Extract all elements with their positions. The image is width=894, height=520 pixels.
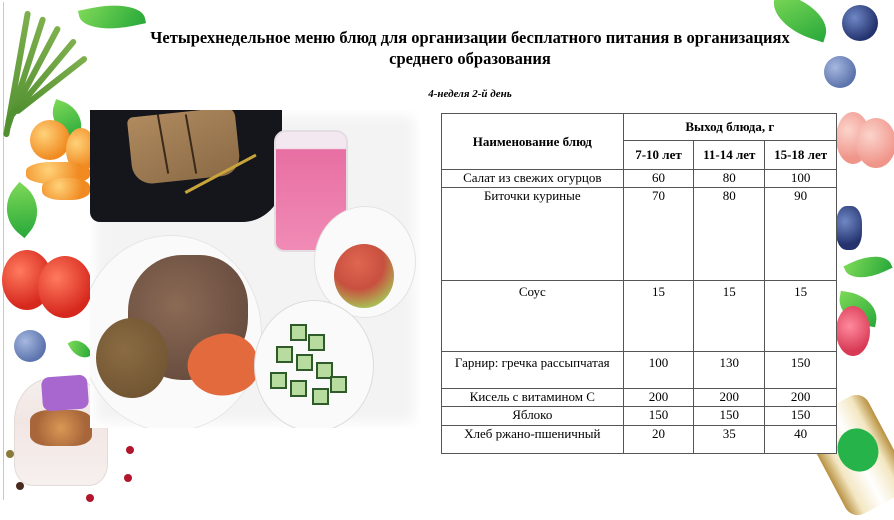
dish-name: Хлеб ржано-пшеничный <box>442 426 624 454</box>
yield-value: 100 <box>765 170 837 188</box>
dessert-label <box>41 374 89 411</box>
cucumber-icon <box>290 324 307 341</box>
dish-name: Соус <box>442 281 624 352</box>
cucumber-icon <box>308 334 325 351</box>
dish-name: Гарнир: гречка рассыпчатая <box>442 352 624 389</box>
table-row <box>442 352 837 389</box>
yield-value: 35 <box>694 426 765 454</box>
peppercorn-icon <box>16 482 24 490</box>
apricot-icon <box>30 120 70 160</box>
raspberry-icon <box>836 306 870 356</box>
apple-icon <box>334 244 394 308</box>
yield-value: 15 <box>623 281 694 352</box>
blueberry-icon <box>14 330 46 362</box>
cucumber-icon <box>296 354 313 371</box>
yield-value: 150 <box>694 407 765 426</box>
blueberry-icon <box>842 5 878 41</box>
table-row <box>442 281 837 352</box>
column-header-age-15-18: 15-18 лет <box>765 141 837 170</box>
peppercorn-icon <box>126 446 134 454</box>
page-title: Четырехнедельное меню блюд для организации бесплатного питания в организациях среднего образования <box>150 28 790 68</box>
yield-value: 200 <box>694 389 765 407</box>
leaf-icon <box>843 248 892 287</box>
salad-bowl <box>254 300 374 428</box>
yield-value: 80 <box>694 170 765 188</box>
menu-table <box>441 113 837 454</box>
day-subtitle: 4-неделя 2-й день <box>428 88 512 100</box>
cucumber-icon <box>312 388 329 405</box>
yield-value: 200 <box>623 389 694 407</box>
peppercorn-icon <box>6 450 14 458</box>
cucumber-icon <box>290 380 307 397</box>
column-header-age-11-14: 11-14 лет <box>694 141 765 170</box>
tomato-icon <box>856 118 894 168</box>
yield-value: 150 <box>765 352 837 389</box>
yield-value: 15 <box>694 281 765 352</box>
column-header-age-7-10: 7-10 лет <box>623 141 694 170</box>
cucumber-icon <box>276 346 293 363</box>
table-header-row <box>442 114 837 141</box>
table-row <box>442 389 837 407</box>
slide-edge <box>3 2 4 500</box>
cucumber-icon <box>270 372 287 389</box>
yield-value: 40 <box>765 426 837 454</box>
table-row <box>442 407 837 426</box>
dish-name: Яблоко <box>442 407 624 426</box>
table-row <box>442 170 837 188</box>
peppercorn-icon <box>124 474 132 482</box>
leaf-icon <box>68 335 93 362</box>
leaf-icon <box>78 0 146 36</box>
dish-name: Кисель с витамином С <box>442 389 624 407</box>
dessert-filling <box>30 410 92 446</box>
yield-value: 80 <box>694 188 765 281</box>
yield-value: 20 <box>623 426 694 454</box>
column-header-yield: Выход блюда, г <box>623 114 836 141</box>
yield-value: 150 <box>623 407 694 426</box>
yield-value: 150 <box>765 407 837 426</box>
cutlet-icon <box>96 318 168 398</box>
yield-value: 200 <box>765 389 837 407</box>
tomato-icon <box>38 256 92 318</box>
yield-value: 130 <box>694 352 765 389</box>
peppercorn-icon <box>86 494 94 502</box>
dish-name: Биточки куриные <box>442 188 624 281</box>
table-row <box>442 426 837 454</box>
table-row <box>442 188 837 281</box>
blueberry-icon <box>836 206 862 250</box>
column-header-dish: Наименование блюд <box>442 114 624 170</box>
yield-value: 90 <box>765 188 837 281</box>
apricot-icon <box>42 178 90 200</box>
yield-value: 60 <box>623 170 694 188</box>
blueberry-icon <box>824 56 856 88</box>
cucumber-icon <box>330 376 347 393</box>
meal-photo <box>90 110 420 428</box>
yield-value: 100 <box>623 352 694 389</box>
yield-value: 70 <box>623 188 694 281</box>
yield-value: 15 <box>765 281 837 352</box>
dish-name: Салат из свежих огурцов <box>442 170 624 188</box>
